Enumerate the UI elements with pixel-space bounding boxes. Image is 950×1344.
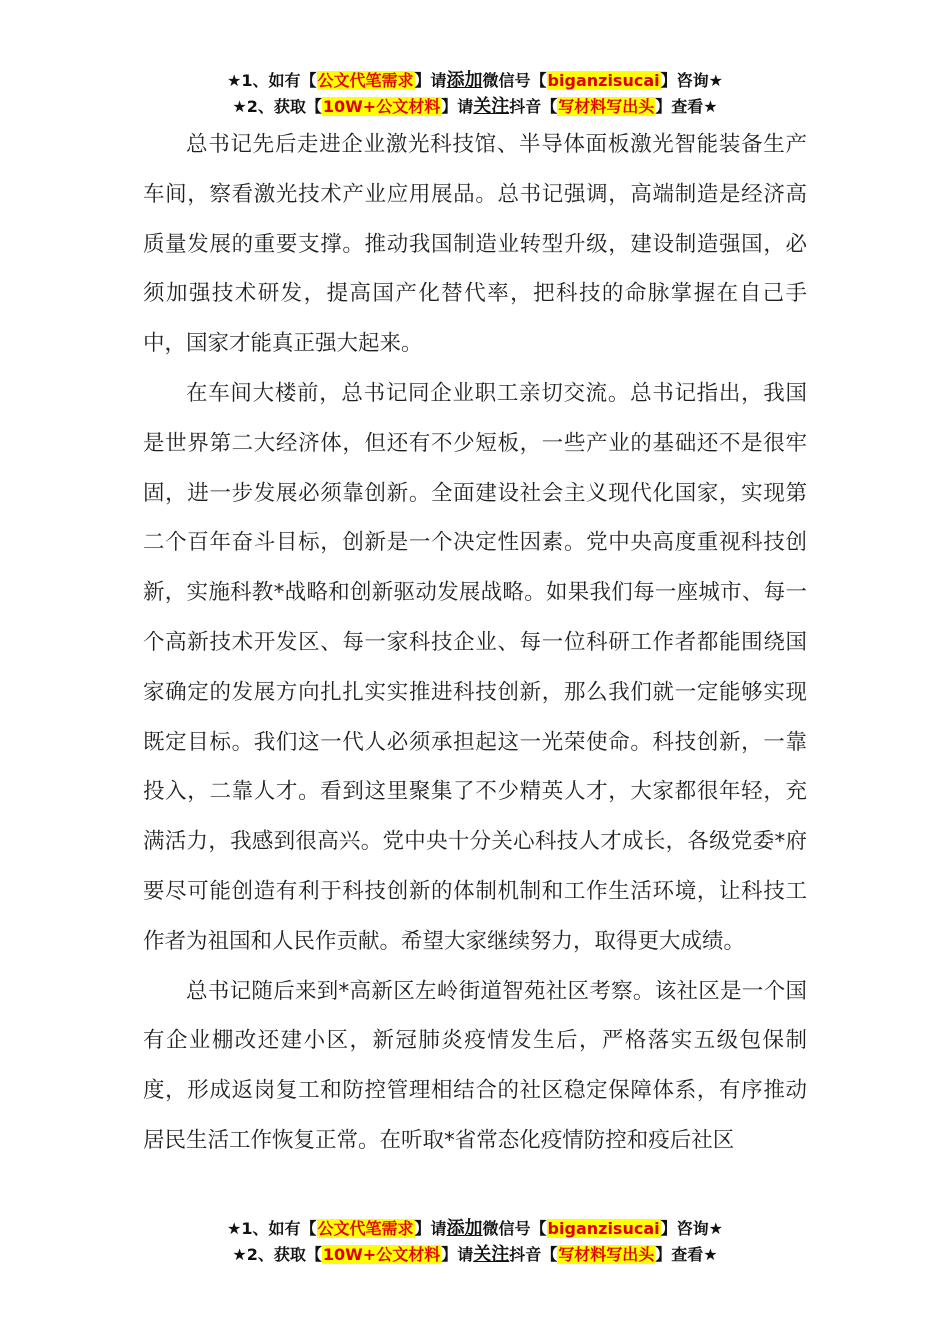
promo-emphasis: 关注 [473,1244,510,1265]
header-promo-banner [0,68,950,120]
promo-emphasis: 添加 [446,1218,483,1239]
promo-line-2 [0,1242,950,1268]
promo-highlight: biganzisucai [547,71,660,90]
promo-emphasis: 关注 [473,96,510,117]
promo-highlight: biganzisucai [547,1219,660,1238]
promo-highlight: 公文代笔需求 [317,71,414,90]
promo-text: 微信号【 [482,71,547,90]
promo-text: 】查看★ [655,97,718,116]
promo-line-1 [0,1216,950,1242]
promo-text: 微信号【 [482,1219,547,1238]
promo-text: ★1、如有【 [227,1219,317,1238]
promo-text: 】请 [414,71,447,90]
promo-highlight: 公文代笔需求 [317,1219,414,1238]
promo-line-2 [0,94,950,120]
promo-highlight: 10W+公文材料 [322,1245,441,1264]
paragraph: 总书记先后走进企业激光科技馆、半导体面板激光智能装备生产车间，察看激光技术产业应用展品。总书记强调，高端制造是经济高质量发展的重要支撑。推动我国制造业转型升级，建设制造强国，必须加强技术研发，提高国产化替代率，把科技的命脉掌握在自己手中，国家才能真正强大起来。 [143,132,807,357]
document-body [143,120,807,1166]
promo-text: 】咨询★ [660,1219,723,1238]
promo-highlight: 写材料写出头 [558,97,655,116]
paragraph: 在车间大楼前，总书记同企业职工亲切交流。总书记指出，我国是世界第二大经济体，但还有不少短板，一些产业的基础还不是很牢固，进一步发展必须靠创新。全面建设社会主义现代化国家，实现第二个百年奋斗目标，创新是一个决定性因素。党中央高度重视科技创新，实施科教*战略和创新驱动发展战略。如果我们每一座城市、每一个高新技术开发区、每一家科技企业、每一位科研工作者都能围绕国家确定的发展方向扎扎实实推进科技创新，那么我们就一定能够实现既定目标。我们这一代人必须承担起这一光荣使命。科技创新，一靠投入，二靠人才。看到这里聚集了不少精英人才，大家都很年轻，充满活力，我感到很高兴。党中央十分关心科技人才成长，各级党委*府要尽可能创造有利于科技创新的体制机制和工作生活环境，让科技工作者为祖国和人民作贡献。希望大家继续努力，取得更大成绩。 [143,380,807,954]
promo-text: ★2、获取【 [232,97,322,116]
promo-text: 】查看★ [655,1245,718,1264]
promo-text: 】请 [414,1219,447,1238]
promo-highlight: 10W+公文材料 [322,97,441,116]
promo-emphasis: 添加 [446,70,483,91]
promo-text: 】请 [441,97,474,116]
promo-text: 抖音【 [509,1245,558,1264]
promo-text: 】咨询★ [660,71,723,90]
promo-text: 抖音【 [509,97,558,116]
promo-text: 】请 [441,1245,474,1264]
promo-text: ★1、如有【 [227,71,317,90]
promo-line-1 [0,68,950,94]
promo-highlight: 写材料写出头 [558,1245,655,1264]
footer-promo-banner [0,1216,950,1268]
promo-text: ★2、获取【 [232,1245,322,1264]
paragraph: 总书记随后来到*高新区左岭街道智苑社区考察。该社区是一个国有企业棚改还建小区，新冠肺炎疫情发生后，严格落实五级包保制度，形成返岗复工和防控管理相结合的社区稳定保障体系，有序推动居民生活工作恢复正常。在听取*省常态化疫情防控和疫后社区 [143,978,807,1153]
